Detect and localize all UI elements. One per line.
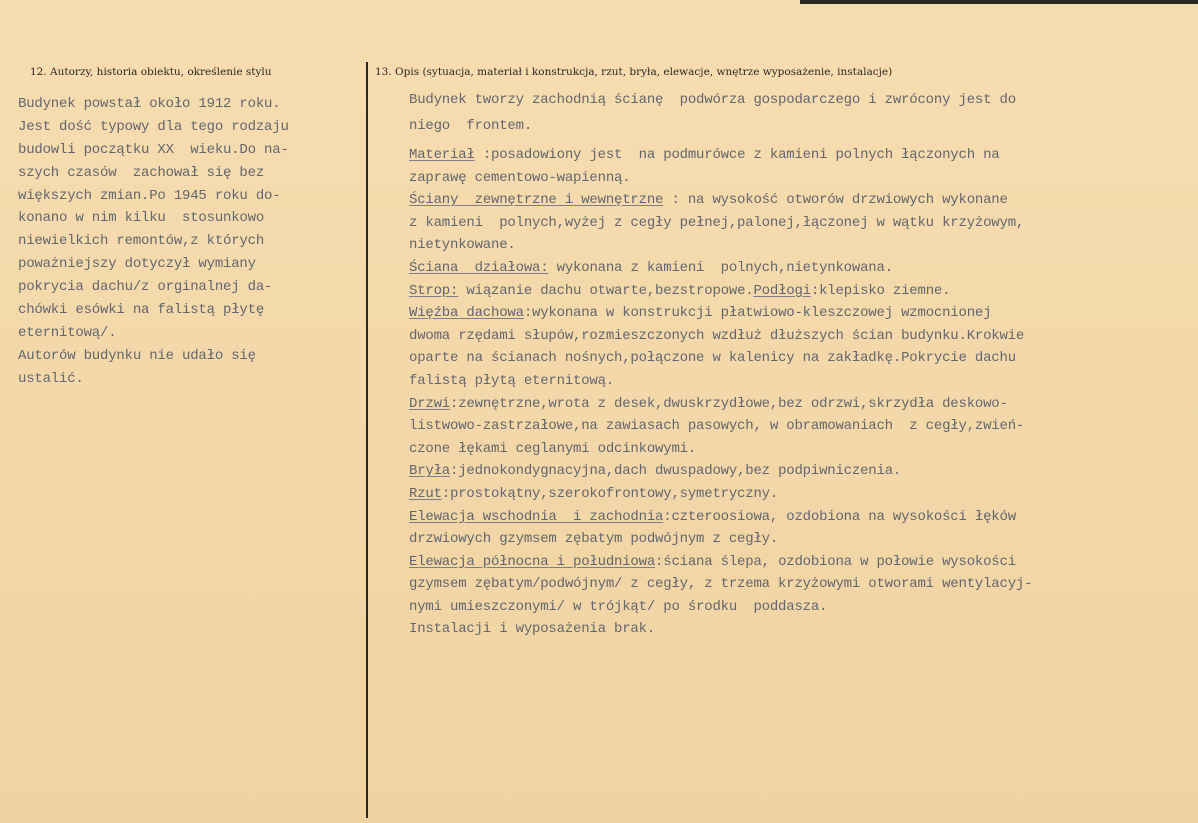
section-12-body — [18, 93, 363, 391]
text-line: Budynek powstał około 1912 roku. — [18, 96, 281, 112]
text-run: zaprawę cementowo-wapienną. — [409, 169, 631, 186]
underlined-label: Ściany zewnętrzne i wewnętrzne — [409, 192, 664, 209]
text-run: :wykonana w konstrukcji płatwiowo-kleszczowej wzmocnionej — [523, 305, 992, 322]
text-line — [409, 212, 1189, 235]
text-line: pokrycia dachu/z orginalnej da- — [18, 279, 273, 296]
underlined-label: Podłogi — [753, 282, 811, 299]
text-run: wykonana z kamieni polnych,nietynkowana. — [548, 259, 893, 276]
text-line — [409, 483, 1189, 506]
underlined-label: Ściana działowa: — [409, 259, 549, 276]
section-13-body — [409, 89, 1189, 641]
text-run: dwoma rzędami słupów,rozmieszczonych wzdłuż dłuższych ścian budynku.Krokwie — [409, 327, 1025, 344]
text-run: : na wysokość otworów drzwiowych wykonane — [663, 192, 1008, 209]
text-line — [409, 618, 1189, 641]
text-line — [409, 528, 1189, 551]
section-12-heading: 12. Autorzy, historia obiektu, określenie stylu — [30, 66, 272, 78]
text-line — [409, 393, 1189, 416]
text-run: nymi umieszczonymi/ w trójkąt/ po środku poddasza. — [409, 598, 828, 615]
underlined-label: Elewacja wschodnia i zachodnia — [409, 508, 664, 525]
text-line — [409, 506, 1189, 529]
text-line — [409, 302, 1189, 325]
text-line — [409, 415, 1189, 438]
text-run: :jednokondygnacyjna,dach dwuspadowy,bez podpiwniczenia. — [450, 463, 902, 480]
text-line — [409, 438, 1189, 461]
text-run: wiązanie dachu otwarte,bezstropowe. — [458, 282, 754, 299]
text-line: szych czasów zachował się bez — [18, 164, 265, 181]
text-run: listwowo-zastrzałowe,na zawiasach pasowych, w obramowaniach z cegły,zwień- — [409, 418, 1025, 435]
underlined-label: Materiał — [409, 147, 475, 163]
column-divider — [366, 62, 368, 818]
text-line — [409, 551, 1189, 574]
top-edge-rule — [800, 0, 1198, 4]
text-line — [409, 189, 1189, 212]
text-line: poważniejszy dotyczył wymiany — [18, 256, 256, 273]
text-line: większych zmian.Po 1945 roku do- — [18, 187, 281, 204]
text-line — [409, 347, 1189, 370]
underlined-label: Bryła — [409, 463, 451, 480]
underlined-label: Elewacja północna i południowa — [409, 553, 656, 570]
text-line — [409, 234, 1189, 257]
text-line: ustalić. — [18, 370, 84, 387]
text-line — [409, 370, 1189, 393]
text-run: Instalacji i wyposażenia brak. — [409, 621, 656, 638]
underlined-label: Więźba dachowa — [409, 305, 524, 322]
text-run: drzwiowych gzymsem zębatym podwójnym z cegły. — [409, 531, 779, 548]
text-line: budowli początku XX wieku.Do na- — [18, 141, 289, 158]
text-run: :zewnętrzne,wrota z desek,dwuskrzydłowe,bez odrzwi,skrzydła deskowo- — [450, 395, 1008, 412]
text-line — [409, 596, 1189, 619]
text-run: z kamieni polnych,wyżej z cegły pełnej,palonej,łączonej w wątku krzyżowym, — [409, 214, 1025, 231]
text-run: :posadowiony jest na podmurówce z kamieni polnych łączonych na — [474, 147, 1000, 163]
text-line — [409, 325, 1189, 348]
underlined-label: Rzut — [409, 485, 442, 502]
text-line: konano w nim kilku stosunkowo — [18, 210, 265, 227]
text-run: :prostokątny,szerokofrontowy,symetryczny. — [441, 485, 779, 502]
text-run: czone łękami ceglanymi odcinkowymi. — [409, 440, 697, 457]
text-line: chówki esówki na falistą płytę — [18, 302, 265, 319]
text-run: Budynek tworzy zachodnią ścianę podwórza gospodarczego i zwrócony jest do — [409, 92, 1016, 108]
underlined-label: Strop: — [409, 282, 459, 299]
text-run: :ściana ślepa, ozdobiona w połowie wysokości — [655, 553, 1016, 570]
text-line — [409, 257, 1189, 280]
text-line: eternitową/. — [18, 324, 117, 341]
text-run: nietynkowane. — [409, 237, 516, 254]
text-run: :czteroosiowa, ozdobiona na wysokości łęków — [663, 508, 1016, 525]
underlined-label: Drzwi — [409, 395, 451, 412]
text-line — [409, 89, 1189, 113]
text-line — [409, 167, 1189, 190]
text-run: :klepisko ziemne. — [810, 282, 951, 299]
text-line — [409, 280, 1189, 303]
text-line — [409, 113, 1189, 144]
text-run: niego frontem. — [409, 118, 533, 134]
text-run: gzymsem zębatym/podwójnym/ z cegły, z trzema krzyżowymi otworami wentylacyj- — [409, 576, 1033, 593]
text-run: falistą płytą eternitową. — [409, 372, 615, 389]
text-line: niewielkich remontów,z których — [18, 233, 265, 250]
text-line: Autorów budynku nie udało się — [18, 347, 256, 364]
text-line — [409, 573, 1189, 596]
text-line: Jest dość typowy dla tego rodzaju — [18, 118, 289, 135]
section-13-heading: 13. Opis (sytuacja, materiał i konstrukcja, rzut, bryła, elewacje, wnętrze wyposażenie, instalacje) — [375, 66, 893, 78]
text-line — [409, 460, 1189, 483]
text-run: oparte na ścianach nośnych,połączone w kalenicy na zakładkę.Pokrycie dachu — [409, 350, 1016, 367]
text-line — [409, 144, 1189, 167]
